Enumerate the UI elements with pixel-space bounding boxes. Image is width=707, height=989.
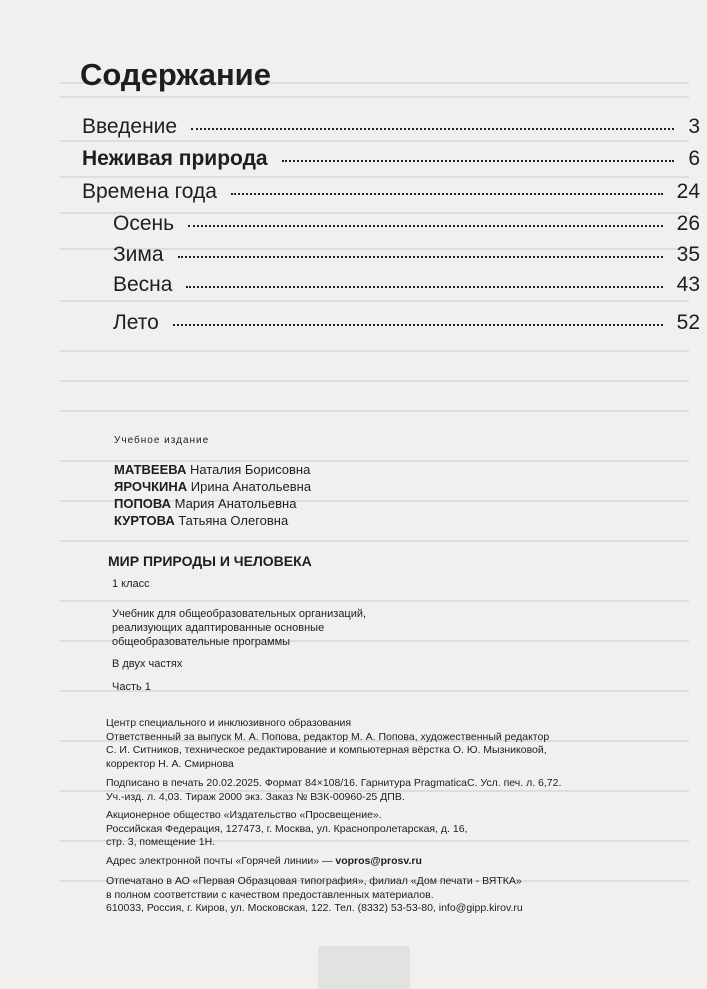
- publisher-line: Российская Федерация, 127473, г. Москва, ул. Краснопролетарская, д. 16,: [106, 822, 468, 835]
- toc-item-label: Зима: [113, 243, 164, 266]
- author-surname: ПОПОВА: [114, 496, 172, 511]
- edition-type: Учебное издание: [114, 435, 210, 446]
- credits-block: [106, 717, 706, 772]
- toc-item-nezhivaya-priroda[interactable]: [82, 147, 700, 175]
- toc-item-vesna[interactable]: [113, 273, 700, 301]
- purpose-line: общеобразовательные программы: [112, 635, 291, 648]
- parts-count: В двух частях: [112, 658, 183, 670]
- purpose-line: реализующих адаптированные основные: [112, 621, 325, 634]
- author-given-name: Наталия Борисовна: [190, 462, 311, 477]
- printer-line: в полном соответствии с качеством предоставленных материалов.: [106, 888, 434, 901]
- hotline-email: [106, 855, 706, 869]
- author-line: [114, 496, 296, 511]
- author-given-name: Татьяна Олеговна: [178, 513, 289, 528]
- toc-item-label: Неживая природа: [82, 147, 268, 170]
- toc-item-label: Весна: [113, 273, 173, 296]
- toc-page-number: 43: [676, 273, 700, 296]
- toc-item-osen[interactable]: [113, 212, 700, 240]
- purpose-line: Учебник для общеобразовательных организаций,: [112, 608, 367, 620]
- author-line: [114, 513, 288, 528]
- printer-info: [106, 875, 706, 916]
- grade: 1 класс: [112, 578, 150, 590]
- print-line: Подписано в печать 20.02.2025. Формат 84×108/16. Гарнитура PragmaticaC. Усл. печ. л. 6,72.: [106, 777, 562, 789]
- author-line: [114, 462, 310, 477]
- publisher-line: стр. 3, помещение 1Н.: [106, 836, 216, 849]
- toc-leader-dots: [282, 160, 675, 162]
- book-title: МИР ПРИРОДЫ И ЧЕЛОВЕКА: [108, 553, 312, 569]
- toc-item-leto[interactable]: [113, 311, 700, 339]
- email-address[interactable]: vopros@prosv.ru: [335, 855, 422, 867]
- author-surname: ЯРОЧКИНА: [114, 479, 188, 494]
- toc-item-label: Лето: [113, 311, 159, 334]
- toc-leader-dots: [178, 256, 663, 258]
- print-info: [106, 777, 706, 804]
- toc-item-vremena-goda[interactable]: [82, 180, 700, 208]
- page-number-shadow: [318, 946, 410, 989]
- toc-item-label: Осень: [113, 212, 175, 235]
- printer-line: 610033, Россия, г. Киров, ул. Московская, 122. Тел. (8332) 53-53-80, info@gipp.kirov.ru: [106, 902, 523, 915]
- toc-page-number: 52: [676, 311, 700, 334]
- purpose-text: [112, 608, 366, 649]
- author-surname: МАТВЕЕВА: [114, 462, 187, 477]
- author-surname: КУРТОВА: [114, 513, 175, 528]
- printer-line: Отпечатано в АО «Первая Образцовая типография», филиал «Дом печати - ВЯТКА»: [106, 875, 522, 887]
- toc-leader-dots: [188, 225, 663, 227]
- credits-line: корректор Н. А. Смирнова: [106, 757, 234, 770]
- author-given-name: Ирина Анатольевна: [190, 479, 312, 494]
- author-line: [114, 479, 311, 494]
- toc-page-number: 26: [676, 212, 700, 235]
- toc-page-number: 35: [676, 243, 700, 266]
- toc-page-number: 6: [688, 147, 700, 170]
- toc-item-vvedenie[interactable]: [82, 115, 700, 143]
- publisher-line: Акционерное общество «Издательство «Просвещение».: [106, 809, 382, 821]
- toc-item-label: Времена года: [82, 180, 217, 203]
- toc-page-number: 24: [676, 180, 700, 203]
- toc-leader-dots: [186, 286, 662, 288]
- toc-title: Содержание: [80, 57, 271, 92]
- toc-item-zima[interactable]: [113, 243, 700, 271]
- publisher-info: [106, 809, 706, 850]
- toc-leader-dots: [191, 128, 674, 130]
- toc-item-label: Введение: [82, 115, 178, 138]
- credits-line: С. И. Ситников, техническое редактирование и компьютерная вёрстка О. Ю. Мызниковой,: [106, 744, 547, 757]
- part-number: Часть 1: [112, 681, 151, 693]
- author-given-name: Мария Анатольевна: [174, 496, 297, 511]
- center-name: Центр специального и инклюзивного образования: [106, 717, 352, 729]
- toc-leader-dots: [231, 193, 663, 195]
- print-line: Уч.-изд. л. 4,03. Тираж 2000 экз. Заказ № ВЗК-00960-25 ДПВ.: [106, 790, 405, 803]
- email-prefix: Адрес электронной почты «Горячей линии» —: [106, 855, 333, 867]
- toc-page-number: 3: [688, 115, 700, 138]
- credits-line: Ответственный за выпуск М. А. Попова, редактор М. А. Попова, художественный редактор: [106, 730, 550, 743]
- toc-leader-dots: [173, 324, 663, 326]
